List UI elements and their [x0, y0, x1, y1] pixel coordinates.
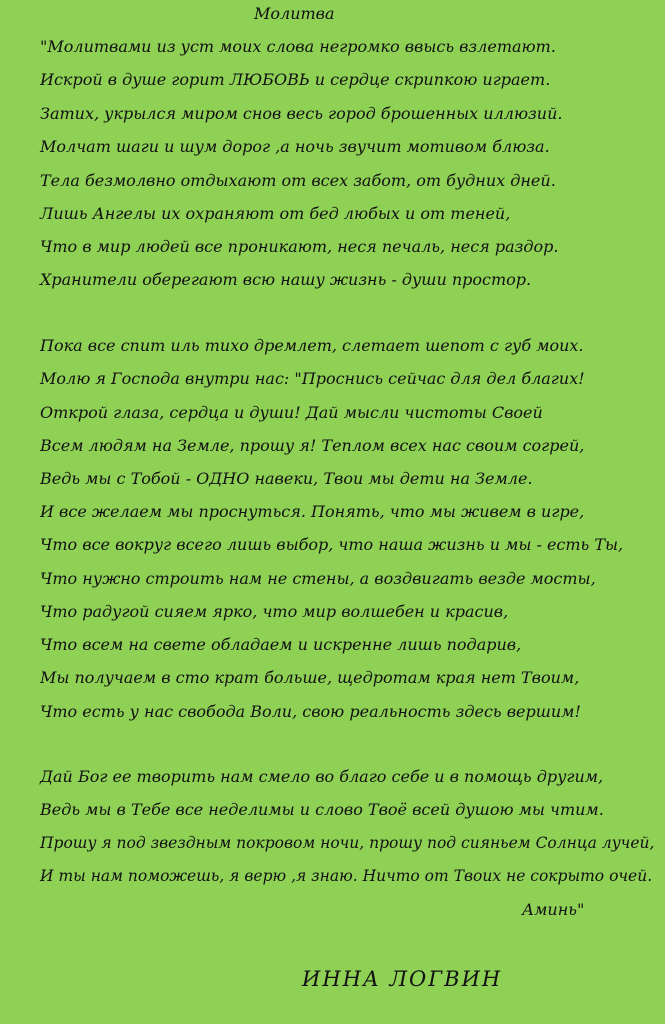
poem-closing: Аминь"	[522, 900, 585, 919]
poem-line: Ведь мы с Тобой - ОДНО навеки, Твои мы дети на Земле.	[40, 469, 533, 488]
poem-line: Ведь мы в Тебе все неделимы и слово Твоё всей душою мы чтим.	[40, 800, 604, 819]
poem-line: Лишь Ангелы их охраняют от бед любых и от теней,	[40, 204, 511, 223]
poem-line: Что нужно строить нам не стены, а воздвигать везде мосты,	[40, 569, 596, 588]
poem-line: Что есть у нас свобода Воли, свою реальность здесь вершим!	[40, 702, 581, 721]
poem-line: "Молитвами из уст моих слова негромко ввысь взлетают.	[40, 37, 556, 56]
poem-line: Всем людям на Земле, прошу я! Теплом всех нас своим согрей,	[40, 436, 585, 455]
poem-line: И ты нам поможешь, я верю ,я знаю. Ничто от Твоих не сокрыто очей.	[40, 867, 653, 885]
poem-line: Открой глаза, сердца и души! Дай мысли чистоты Своей	[40, 403, 543, 422]
poem-line: Мы получаем в сто крат больше, щедротам края нет Твоим,	[40, 668, 580, 687]
poem-line: Хранители оберегают всю нашу жизнь - души простор.	[40, 270, 532, 289]
poem-line: Тела безмолвно отдыхают от всех забот, от будних дней.	[40, 171, 556, 190]
poem-line: Дай Бог ее творить нам смело во благо себе и в помощь другим,	[40, 767, 604, 786]
poem-line: Молю я Господа внутри нас: "Проснись сейчас для дел благих!	[40, 369, 585, 388]
poem-line: Что все вокруг всего лишь выбор, что наша жизнь и мы - есть Ты,	[40, 535, 624, 554]
poem-line: Затих, укрылся миром снов весь город брошенных иллюзий.	[40, 104, 563, 123]
poem-line: Пока все спит иль тихо дремлет, слетает шепот с губ моих.	[40, 336, 584, 355]
poem-line: И все желаем мы проснуться. Понять, что мы живем в игре,	[40, 502, 585, 521]
poem-line: Молчат шаги и шум дорог ,а ночь звучит мотивом блюза.	[40, 137, 550, 156]
poem-line: Искрой в душе горит ЛЮБОВЬ и сердце скрипкою играет.	[40, 70, 551, 89]
poem-line: Что всем на свете обладаем и искренне лишь подарив,	[40, 635, 522, 654]
poem-line: Что радугой сияем ярко, что мир волшебен и красив,	[40, 602, 509, 621]
poem-title: Молитва	[254, 4, 335, 23]
poem-line: Что в мир людей все проникают, неся печаль, неся раздор.	[40, 237, 559, 256]
poem-author: ИННА ЛОГВИН	[302, 967, 503, 991]
poem-line: Прошу я под звездным покровом ночи, прошу под сияньем Солнца лучей,	[40, 834, 655, 852]
